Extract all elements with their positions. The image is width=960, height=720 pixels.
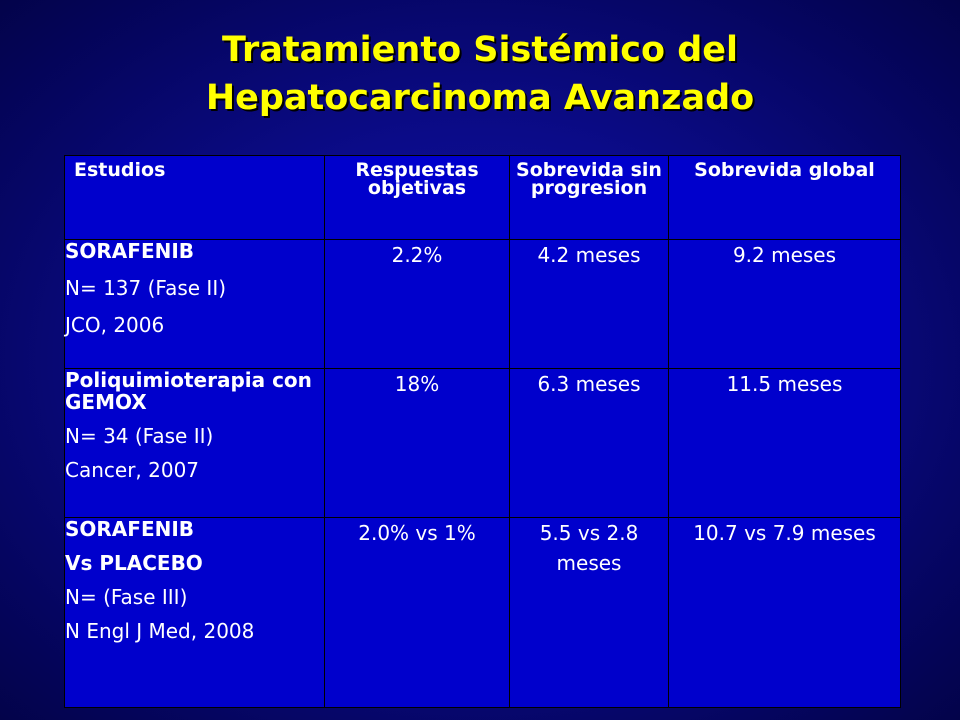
title-line-2: Hepatocarcinoma Avanzado [205, 78, 755, 118]
study-n: N= 137 (Fase II) [65, 276, 227, 300]
header-sobrevida-sin-progresion: Sobrevida sin progresion [510, 156, 669, 240]
study-n: N= 34 (Fase II) [65, 424, 214, 448]
study-cell [65, 518, 325, 708]
respuestas-cell: 18% [325, 369, 510, 518]
study-cell [65, 369, 325, 518]
study-reference: JCO, 2006 [65, 313, 165, 337]
study-cell [65, 240, 325, 369]
study-drug: SORAFENIB [65, 239, 195, 263]
study-drug: SORAFENIB [65, 517, 195, 541]
header-sobrevida-global: Sobrevida global [669, 156, 901, 240]
study-n: N= (Fase III) [65, 585, 188, 609]
sobrevida-global-cell: 9.2 meses [669, 240, 901, 369]
sobrevida-global-cell: 11.5 meses [669, 369, 901, 518]
table-row [65, 369, 901, 518]
sobrevida-sin-progresion-cell: 5.5 vs 2.8 meses [510, 518, 669, 708]
study-drug: Poliquimioterapia con GEMOX [65, 368, 312, 414]
sobrevida-global-cell: 10.7 vs 7.9 meses [669, 518, 901, 708]
study-reference: Cancer, 2007 [65, 458, 200, 482]
header-estudios: Estudios [65, 156, 325, 240]
table-row [65, 518, 901, 708]
table-header-row [65, 156, 901, 240]
respuestas-cell: 2.0% vs 1% [325, 518, 510, 708]
header-respuestas-objetivas: Respuestas objetivas [325, 156, 510, 240]
slide-title [0, 26, 960, 122]
sobrevida-sin-progresion-cell: 4.2 meses [510, 240, 669, 369]
title-line-1: Tratamiento Sistémico del [221, 30, 739, 70]
table-row [65, 240, 901, 369]
study-reference: N Engl J Med, 2008 [65, 619, 255, 643]
study-comparator: Vs PLACEBO [65, 551, 203, 575]
respuestas-cell: 2.2% [325, 240, 510, 369]
sobrevida-sin-progresion-cell: 6.3 meses [510, 369, 669, 518]
results-table [64, 155, 901, 708]
